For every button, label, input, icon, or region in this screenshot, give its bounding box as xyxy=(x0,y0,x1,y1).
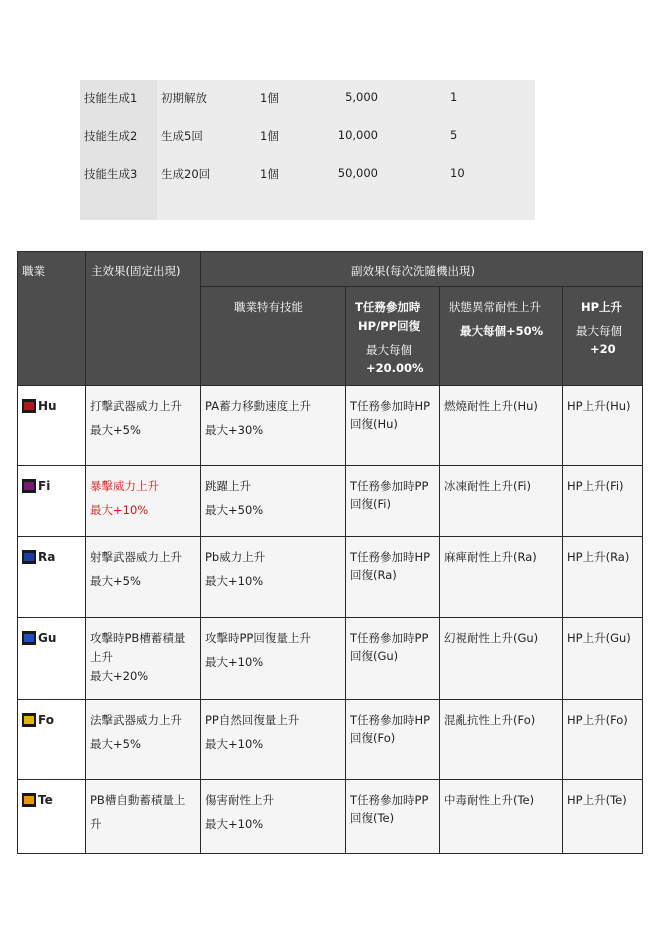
main-effect-cell xyxy=(86,537,201,618)
hp-up-text: HP上升(Hu) xyxy=(567,399,631,413)
header-main-effect-label: 主效果(固定出現) xyxy=(91,264,181,278)
status-resist-text: 麻痺耐性上升(Ra) xyxy=(444,550,537,564)
main-effect-cell xyxy=(86,780,201,854)
generation-row xyxy=(80,90,535,110)
cell-text-line: 最大+10% xyxy=(90,503,149,517)
generation-name: 技能生成3 xyxy=(84,167,138,181)
cell-text-line: 最大+10% xyxy=(205,737,264,751)
cell-text-line: 最大+5% xyxy=(90,737,141,751)
generation-quantity: 1個 xyxy=(260,167,279,181)
generation-quantity: 1個 xyxy=(260,91,279,105)
header-main-effect xyxy=(86,251,201,386)
header-job-skill-label: 職業特有技能 xyxy=(234,300,303,314)
cell-text-line: 回復(Te) xyxy=(350,811,395,825)
header-t-mission xyxy=(346,287,440,386)
status-resist-text: 中毒耐性上升(Te) xyxy=(444,793,535,807)
job-skill-cell xyxy=(201,700,346,780)
generation-condition: 生成5回 xyxy=(161,129,203,143)
header-hp-up-label: HP上升 xyxy=(581,300,623,314)
cell-text-line: 傷害耐性上升 xyxy=(205,793,274,807)
t-mission-cell xyxy=(346,386,440,466)
status-resist-text: 冰凍耐性上升(Fi) xyxy=(444,479,531,493)
t-mission-cell xyxy=(346,700,440,780)
job-label: Te xyxy=(38,793,53,807)
cell-text-line: 最大+10% xyxy=(205,574,264,588)
generation-row xyxy=(80,128,535,148)
generation-level: 10 xyxy=(450,166,465,180)
job-fi-icon xyxy=(22,479,36,493)
cell-text-line: 打擊武器威力上升 xyxy=(90,399,182,413)
t-mission-cell xyxy=(346,537,440,618)
generation-cost: 5,000 xyxy=(345,90,378,104)
generation-level: 1 xyxy=(450,90,458,104)
cell-text-line: T任務參加時HP xyxy=(350,399,431,413)
job-label: Gu xyxy=(38,631,57,645)
header-t-mission-line2: HP/PP回復 xyxy=(358,319,421,333)
cell-text-line: 回復(Fi) xyxy=(350,497,391,511)
t-mission-cell xyxy=(346,780,440,854)
cell-text-line: 最大+30% xyxy=(205,423,264,437)
cell-text-line: T任務參加時HP xyxy=(350,713,431,727)
status-resist-cell xyxy=(440,700,563,780)
job-label: Ra xyxy=(38,550,56,564)
job-effects-table xyxy=(17,251,643,854)
cell-text-line: 上升 xyxy=(90,650,113,664)
cell-text-line: 回復(Hu) xyxy=(350,417,398,431)
job-skill-cell xyxy=(201,466,346,537)
status-resist-cell xyxy=(440,537,563,618)
main-effect-cell xyxy=(86,466,201,537)
header-status-resist xyxy=(440,287,563,386)
hp-up-cell xyxy=(563,618,643,700)
cell-text-line: 暴擊威力上升 xyxy=(90,479,159,493)
header-job xyxy=(17,251,86,386)
job-label: Hu xyxy=(38,399,57,413)
job-cell xyxy=(17,618,86,700)
cell-text-line: T任務參加時PP xyxy=(350,479,429,493)
header-hp-max2: +20 xyxy=(590,342,616,356)
job-label: Fi xyxy=(38,479,51,493)
cell-text-line: 回復(Fo) xyxy=(350,731,396,745)
skill-generation-table xyxy=(80,80,535,220)
job-skill-cell xyxy=(201,780,346,854)
cell-text-line: PB槽自動蓄積量上 xyxy=(90,793,186,807)
job-cell xyxy=(17,700,86,780)
generation-row xyxy=(80,166,535,186)
cell-text-line: 跳躍上升 xyxy=(205,479,251,493)
cell-text-line: PA蓄力移動速度上升 xyxy=(205,399,312,413)
hp-up-text: HP上升(Te) xyxy=(567,793,627,807)
job-cell xyxy=(17,780,86,854)
hp-up-text: HP上升(Gu) xyxy=(567,631,631,645)
cell-text-line: 射擊武器威力上升 xyxy=(90,550,182,564)
generation-name: 技能生成2 xyxy=(84,129,138,143)
cell-text-line: Pb威力上升 xyxy=(205,550,266,564)
cell-text-line: 升 xyxy=(90,817,102,831)
hp-up-cell xyxy=(563,466,643,537)
header-hp-max1: 最大每個 xyxy=(576,324,622,338)
hp-up-text: HP上升(Fo) xyxy=(567,713,628,727)
cell-text-line: 最大+5% xyxy=(90,574,141,588)
cell-text-line: T任務參加時PP xyxy=(350,631,429,645)
header-job-label: 職業 xyxy=(22,264,45,278)
cell-text-line: PP自然回復量上升 xyxy=(205,713,300,727)
job-skill-cell xyxy=(201,386,346,466)
generation-name: 技能生成1 xyxy=(84,91,138,105)
status-resist-text: 混亂抗性上升(Fo) xyxy=(444,713,536,727)
cell-text-line: 最大+5% xyxy=(90,423,141,437)
generation-condition: 生成20回 xyxy=(161,167,211,181)
hp-up-cell xyxy=(563,700,643,780)
header-job-skill xyxy=(201,287,346,386)
cell-text-line: T任務參加時PP xyxy=(350,793,429,807)
header-hp-up xyxy=(563,287,643,386)
job-gu-icon xyxy=(22,631,36,645)
header-sub-effect xyxy=(201,251,643,287)
job-fo-icon xyxy=(22,713,36,727)
job-cell xyxy=(17,466,86,537)
status-resist-cell xyxy=(440,466,563,537)
cell-text-line: T任務參加時HP xyxy=(350,550,431,564)
header-t-mission-line1: T任務參加時 xyxy=(355,300,421,314)
generation-condition: 初期解放 xyxy=(161,91,207,105)
header-t-mission-max2: +20.00% xyxy=(366,361,424,375)
cell-text-line: 最大+20% xyxy=(90,669,149,683)
generation-cost: 10,000 xyxy=(337,128,378,142)
status-resist-text: 燃燒耐性上升(Hu) xyxy=(444,399,538,413)
cell-text-line: 最大+10% xyxy=(205,655,264,669)
header-status-resist-label: 狀態異常耐性上升 xyxy=(449,300,541,314)
hp-up-cell xyxy=(563,537,643,618)
cell-text-line: 回復(Ra) xyxy=(350,568,397,582)
t-mission-cell xyxy=(346,466,440,537)
job-cell xyxy=(17,386,86,466)
cell-text-line: 攻擊時PB槽蓄積量 xyxy=(90,631,186,645)
generation-cost: 50,000 xyxy=(337,166,378,180)
job-skill-cell xyxy=(201,537,346,618)
hp-up-cell xyxy=(563,386,643,466)
job-label: Fo xyxy=(38,713,54,727)
cell-text-line: 法擊武器威力上升 xyxy=(90,713,182,727)
job-cell xyxy=(17,537,86,618)
cell-text-line: 攻擊時PP回復量上升 xyxy=(205,631,311,645)
job-te-icon xyxy=(22,793,36,807)
hp-up-text: HP上升(Fi) xyxy=(567,479,624,493)
job-ra-icon xyxy=(22,550,36,564)
hp-up-cell xyxy=(563,780,643,854)
job-hu-icon xyxy=(22,399,36,413)
status-resist-text: 幻視耐性上升(Gu) xyxy=(444,631,539,645)
cell-text-line: 回復(Gu) xyxy=(350,649,399,663)
hp-up-text: HP上升(Ra) xyxy=(567,550,630,564)
status-resist-cell xyxy=(440,618,563,700)
main-effect-cell xyxy=(86,618,201,700)
header-status-max: 最大每個+50% xyxy=(460,324,544,338)
header-sub-effect-label: 副效果(每次洗隨機出現) xyxy=(351,264,475,278)
main-effect-cell xyxy=(86,700,201,780)
cell-text-line: 最大+50% xyxy=(205,503,264,517)
header-t-mission-max1: 最大每個 xyxy=(366,343,412,357)
main-effect-cell xyxy=(86,386,201,466)
t-mission-cell xyxy=(346,618,440,700)
cell-text-line: 最大+10% xyxy=(205,817,264,831)
job-skill-cell xyxy=(201,618,346,700)
generation-level: 5 xyxy=(450,128,458,142)
status-resist-cell xyxy=(440,780,563,854)
generation-quantity: 1個 xyxy=(260,129,279,143)
status-resist-cell xyxy=(440,386,563,466)
